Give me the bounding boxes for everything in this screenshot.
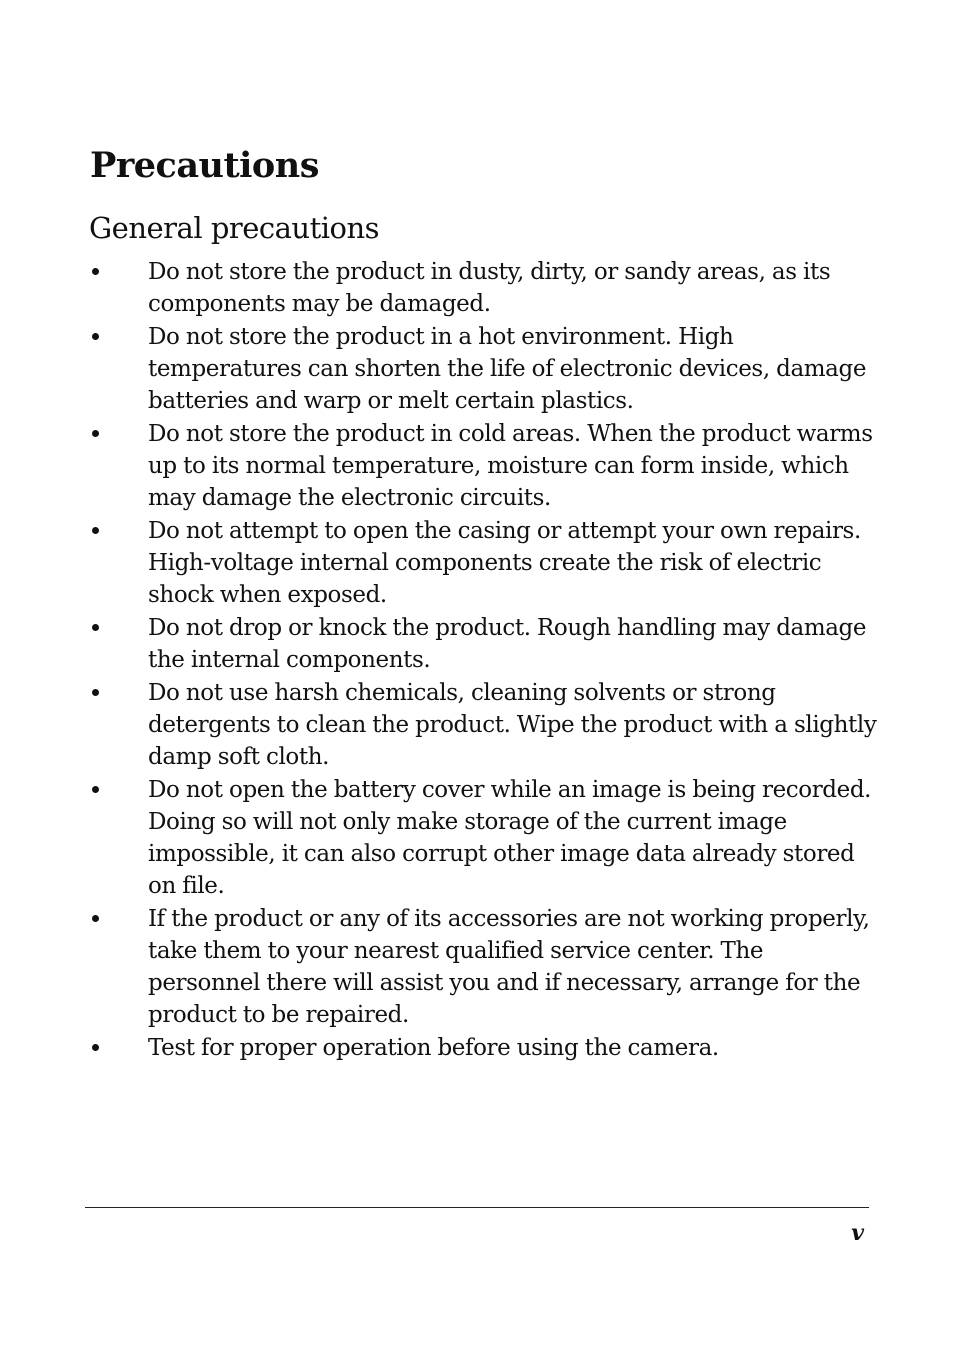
list-item-text: Test for proper operation before using the camera. — [148, 1035, 719, 1061]
list-item-text: Do not store the product in cold areas. When the product warms up to its normal temperature, moisture can form inside, which may damage the electronic circuits. — [148, 421, 873, 511]
bullet-icon — [92, 430, 99, 437]
list-item — [0, 321, 954, 417]
list-item-text: Do not use harsh chemicals, cleaning solvents or strong detergents to clean the product. Wipe the product with a slightly damp soft cloth. — [148, 680, 877, 770]
bullet-icon — [92, 268, 99, 275]
bullet-icon — [92, 527, 99, 534]
list-item — [0, 677, 954, 773]
list-item — [0, 903, 954, 1031]
bullet-icon — [92, 333, 99, 340]
section-heading: General precautions — [89, 211, 380, 245]
list-item-text: Do not store the product in dusty, dirty, or sandy areas, as its components may be damaged. — [148, 259, 831, 317]
list-item-text: If the product or any of its accessories are not working properly, take them to your nearest qualified service center. The personnel there will assist you and if necessary, arrange for the product to be repaired. — [148, 906, 870, 1028]
list-item — [0, 612, 954, 676]
list-item-text: Do not open the battery cover while an image is being recorded. Doing so will not only make storage of the current image impossible, it can also corrupt other image data already stored on file. — [148, 777, 872, 899]
footer-divider — [85, 1207, 869, 1208]
page-number: v — [851, 1220, 864, 1246]
list-item — [0, 1032, 954, 1064]
list-item-text: Do not drop or knock the product. Rough handling may damage the internal components. — [148, 615, 867, 673]
list-item — [0, 418, 954, 514]
list-item — [0, 256, 954, 320]
list-item-text: Do not attempt to open the casing or attempt your own repairs. High-voltage internal components create the risk of electric shock when exposed. — [148, 518, 861, 608]
list-item-text: Do not store the product in a hot environment. High temperatures can shorten the life of electronic devices, damage batteries and warp or melt certain plastics. — [148, 324, 867, 414]
precautions-list — [0, 256, 954, 1065]
list-item — [0, 515, 954, 611]
bullet-icon — [92, 1044, 99, 1051]
page-title: Precautions — [90, 145, 319, 186]
bullet-icon — [92, 786, 99, 793]
bullet-icon — [92, 689, 99, 696]
list-item — [0, 774, 954, 902]
bullet-icon — [92, 915, 99, 922]
bullet-icon — [92, 624, 99, 631]
